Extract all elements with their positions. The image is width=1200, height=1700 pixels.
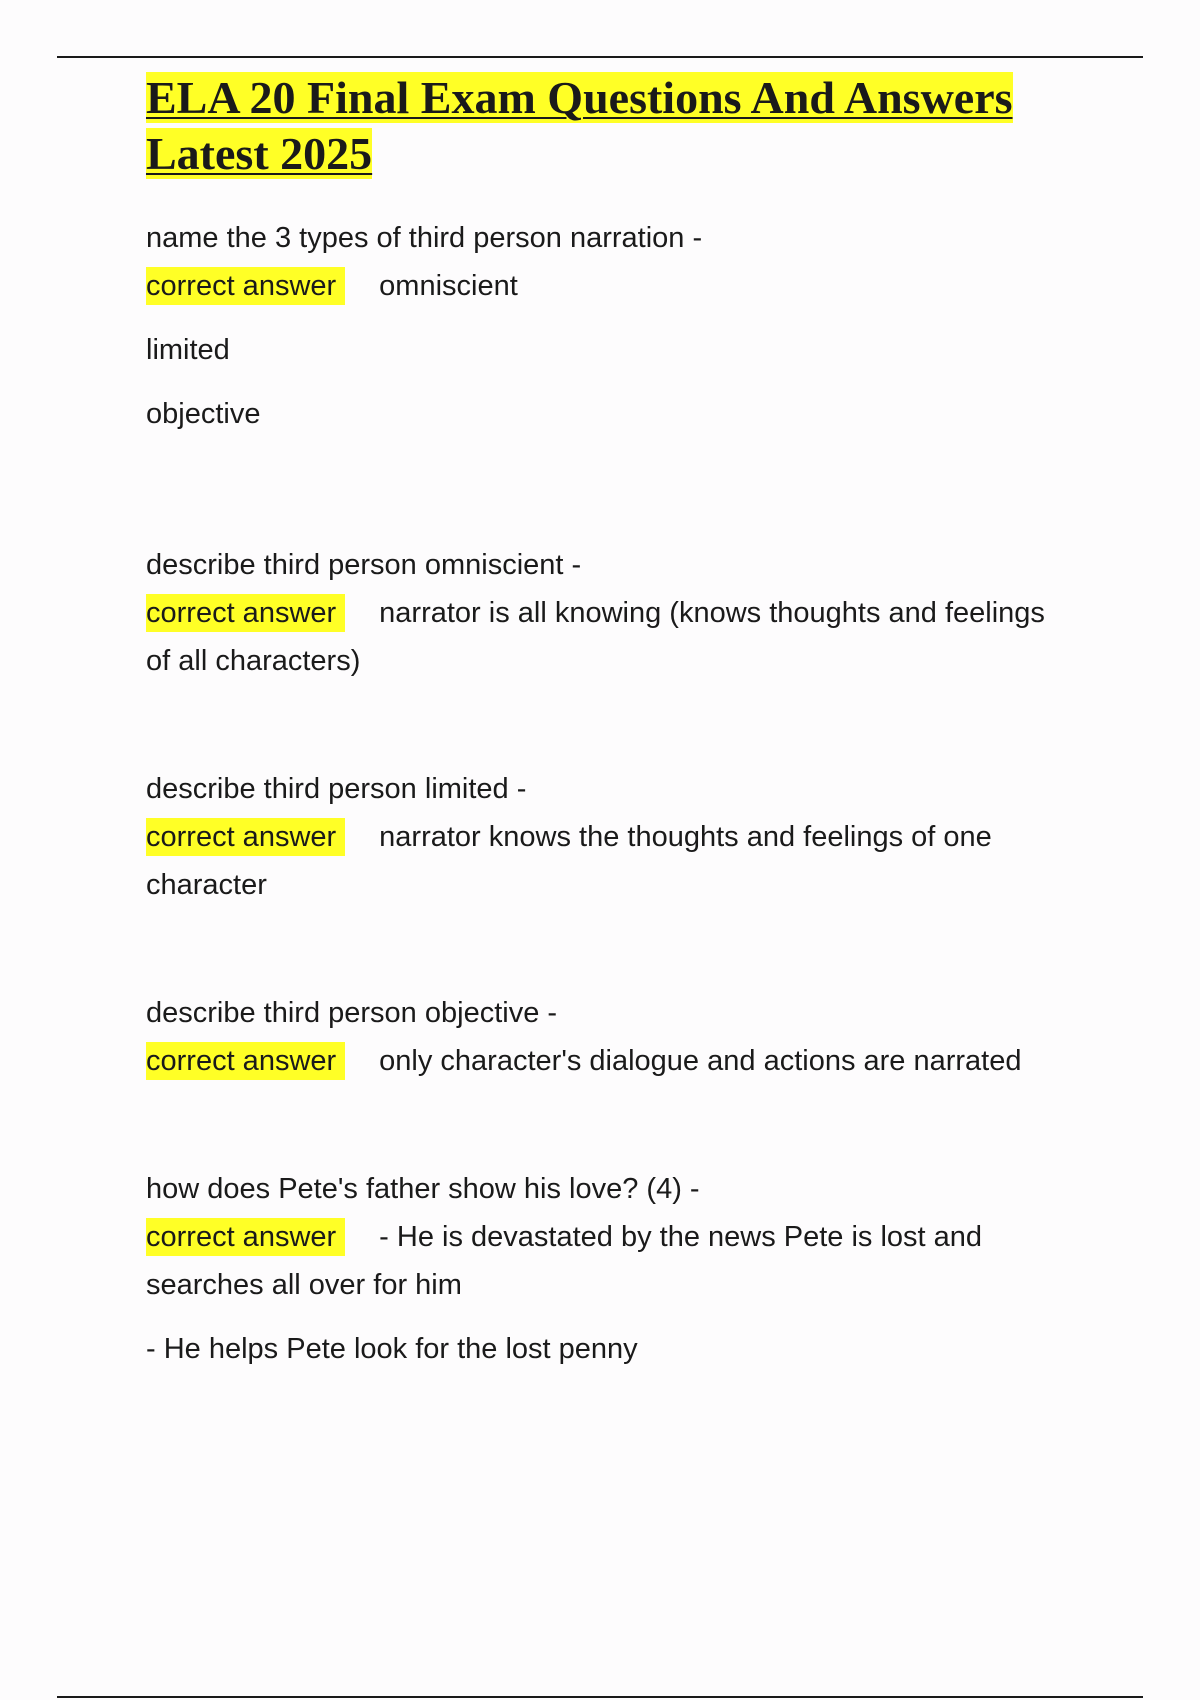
question-text: describe third person objective -	[146, 997, 558, 1029]
answer-text: only character's dialogue and actions are narrated	[379, 1045, 1022, 1077]
question-text: how does Pete's father show his love? (4) -	[146, 1173, 700, 1205]
bottom-rule	[57, 1696, 1143, 1698]
answer-extra-line: - He helps Pete look for the lost penny	[146, 1333, 638, 1365]
qa-item-1	[146, 214, 1076, 438]
qa-item-3	[146, 765, 1076, 909]
correct-answer-tag: correct answer	[146, 594, 345, 632]
correct-answer-tag: correct answer	[146, 267, 345, 305]
answer-line	[146, 589, 1076, 685]
answer-line	[146, 262, 1076, 310]
answer-extra-line: objective	[146, 398, 261, 430]
answer-text: omniscient	[379, 270, 518, 302]
answer-line	[146, 1213, 1076, 1309]
answer-text: narrator is all knowing (knows thoughts and feelings of all characters)	[146, 597, 1045, 677]
top-rule	[57, 56, 1143, 58]
answer-line	[146, 1037, 1076, 1085]
answer-text: - He is devastated by the news Pete is lost and searches all over for him	[146, 1221, 983, 1301]
correct-answer-tag: correct answer	[146, 1218, 345, 1256]
document-body	[146, 70, 1076, 1373]
question-text: describe third person omniscient -	[146, 549, 582, 581]
document-title	[146, 70, 1076, 182]
answer-text: narrator knows the thoughts and feelings of one character	[146, 821, 992, 901]
question-text: describe third person limited -	[146, 773, 527, 805]
qa-item-2	[146, 541, 1076, 685]
qa-item-4	[146, 989, 1076, 1085]
answer-line	[146, 813, 1076, 909]
title-text: ELA 20 Final Exam Questions And Answers Latest 2025	[146, 72, 1013, 179]
question-text: name the 3 types of third person narration -	[146, 222, 703, 254]
correct-answer-tag: correct answer	[146, 818, 345, 856]
correct-answer-tag: correct answer	[146, 1042, 345, 1080]
answer-extra-line: limited	[146, 334, 230, 366]
qa-item-5	[146, 1165, 1076, 1373]
